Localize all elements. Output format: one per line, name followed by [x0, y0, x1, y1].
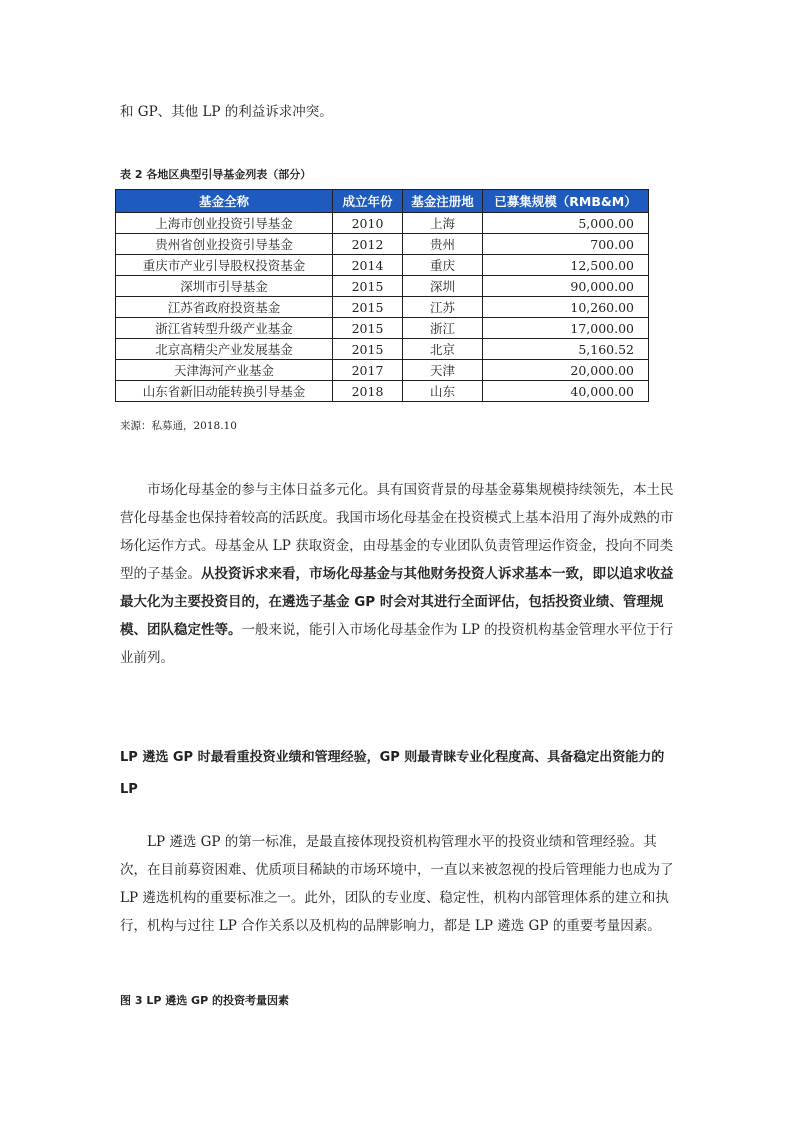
table-source: 来源：私募通，2018.10 — [120, 420, 237, 432]
cell-location: 深圳 — [403, 276, 483, 297]
table-caption: 表 2 各地区典型引导基金列表（部分） — [120, 168, 312, 181]
cell-year: 2018 — [333, 381, 403, 402]
cell-size: 90,000.00 — [483, 276, 649, 297]
cell-size: 17,000.00 — [483, 318, 649, 339]
cell-location: 上海 — [403, 213, 483, 234]
cell-year: 2015 — [333, 339, 403, 360]
cell-year: 2010 — [333, 213, 403, 234]
paragraph-market-fof — [120, 476, 676, 672]
table-row — [116, 234, 649, 255]
cell-size: 20,000.00 — [483, 360, 649, 381]
table-row — [116, 276, 649, 297]
cell-fund-name: 北京高精尖产业发展基金 — [116, 339, 333, 360]
cell-size: 5,160.52 — [483, 339, 649, 360]
cell-fund-name: 江苏省政府投资基金 — [116, 297, 333, 318]
table-row — [116, 255, 649, 276]
table-row — [116, 360, 649, 381]
header-size: 已募集规模（RMB&M） — [483, 190, 649, 213]
header-year: 成立年份 — [333, 190, 403, 213]
cell-size: 40,000.00 — [483, 381, 649, 402]
cell-fund-name: 天津海河产业基金 — [116, 360, 333, 381]
cell-size: 700.00 — [483, 234, 649, 255]
header-fund-name: 基金全称 — [116, 190, 333, 213]
cell-location: 天津 — [403, 360, 483, 381]
cell-location: 重庆 — [403, 255, 483, 276]
fund-table — [115, 189, 649, 402]
cell-location: 贵州 — [403, 234, 483, 255]
cell-year: 2015 — [333, 276, 403, 297]
intro-line: 和 GP、其他 LP 的利益诉求冲突。 — [120, 104, 333, 120]
cell-year: 2017 — [333, 360, 403, 381]
cell-location: 浙江 — [403, 318, 483, 339]
cell-location: 北京 — [403, 339, 483, 360]
header-location: 基金注册地 — [403, 190, 483, 213]
table-row — [116, 297, 649, 318]
cell-year: 2015 — [333, 318, 403, 339]
section-heading: LP 遴选 GP 时最看重投资业绩和管理经验，GP 则最青睐专业化程度高、具备稳定出资能力的 LP — [120, 750, 665, 797]
table-row — [116, 213, 649, 234]
paragraph-market-fof-lead: 市场化母基金的参与主体日益多元化。具有国资背景的母基金募集规模持续领先，本土民营化母基金也保持着较高的活跃度。我国市场化母基金在投资模式上基本沿用了海外成熟的市场化运作方式。母基金从 LP 获取资金，由母基金的专业团队负责管理运作资金，投向不同类型的子基金。 — [120, 482, 674, 582]
cell-year: 2014 — [333, 255, 403, 276]
paragraph-market-fof-tail: 一般来说，能引入市场化母基金作为 LP 的投资机构基金管理水平位于行业前列。 — [120, 622, 674, 666]
cell-fund-name: 浙江省转型升级产业基金 — [116, 318, 333, 339]
table-header-row — [116, 190, 649, 213]
cell-size: 10,260.00 — [483, 297, 649, 318]
cell-location: 山东 — [403, 381, 483, 402]
table-row — [116, 381, 649, 402]
cell-year: 2015 — [333, 297, 403, 318]
paragraph-lp-selection: LP 遴选 GP 的第一标准，是最直接体现投资机构管理水平的投资业绩和管理经验。其次，在目前募资困难、优质项目稀缺的市场环境中，一直以来被忽视的投后管理能力也成为了 LP 遴选机构的重要标准之一。此外，团队的专业度、稳定性，机构内部管理体系的建立和执行，机构与过往 LP 合作关系以及机构的品牌影响力，都是 LP 遴选 GP 的重要考量因素。 — [120, 834, 674, 934]
table-row — [116, 339, 649, 360]
cell-fund-name: 重庆市产业引导股权投资基金 — [116, 255, 333, 276]
cell-year: 2012 — [333, 234, 403, 255]
figure-caption: 图 3 LP 遴选 GP 的投资考量因素 — [120, 994, 289, 1007]
cell-size: 12,500.00 — [483, 255, 649, 276]
cell-size: 5,000.00 — [483, 213, 649, 234]
cell-fund-name: 贵州省创业投资引导基金 — [116, 234, 333, 255]
paragraph-market-fof-bold: 从投资诉求来看，市场化母基金与其他财务投资人诉求基本一致，即以追求收益最大化为主要投资目的，在遴选子基金 GP 时会对其进行全面评估，包括投资业绩、管理规模、团队稳定性等。 — [120, 566, 674, 638]
cell-fund-name: 山东省新旧动能转换引导基金 — [116, 381, 333, 402]
cell-fund-name: 上海市创业投资引导基金 — [116, 213, 333, 234]
cell-location: 江苏 — [403, 297, 483, 318]
cell-fund-name: 深圳市引导基金 — [116, 276, 333, 297]
table-row — [116, 318, 649, 339]
